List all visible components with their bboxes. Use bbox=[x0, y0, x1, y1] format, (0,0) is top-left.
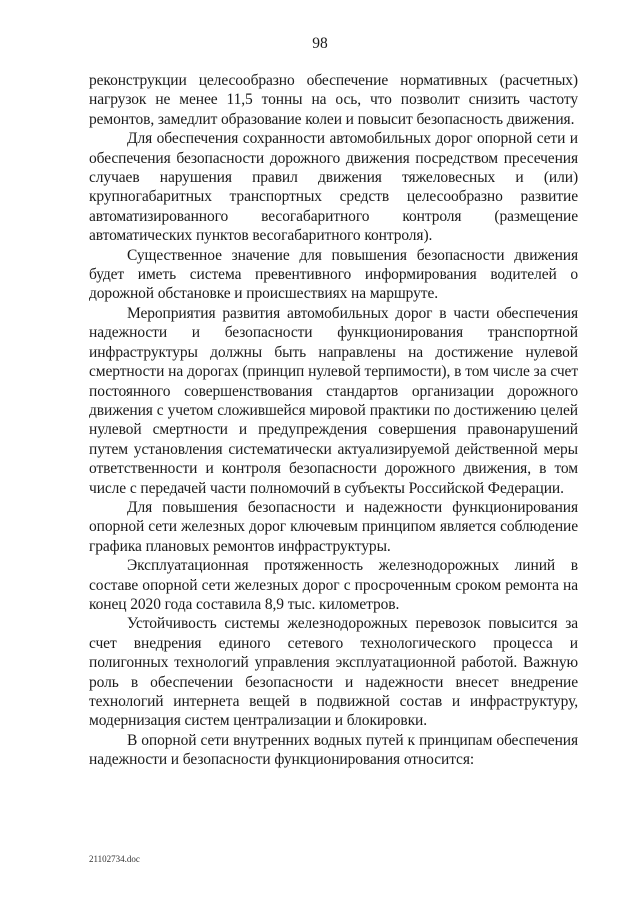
paragraph-8: В опорной сети внутренних водных путей к принципам обеспечения надежности и безопасности функционирования относится: bbox=[89, 731, 578, 769]
paragraph-4: Мероприятия развития автомобильных дорог в части обеспечения надежности и безопасности функционирования транспортной инфраструктуры должны быть направлены на достижение нулевой смертности на дорогах (принцип нулевой терпимости), в том числе за счет постоянного совершенствования стандартов организации дорожного движения с учетом сложившейся мировой практики по достижению целей нулевой смертности и предупреждения совершения правонарушений путем установления систематически актуализируемой действенной меры ответственности и контроля безопасности дорожного движения, в том числе с передачей части полномочий в субъекты Российской Федерации. bbox=[89, 304, 578, 497]
paragraph-7: Устойчивость системы железнодорожных перевозок повысится за счет внедрения единого сетевого технологического процесса и полигонных технологий управления эксплуатационной работой. Важную роль в обеспечении безопасности и надежности внесет внедрение технологий интернета вещей в подвижной состав и инфраструктуру, модернизация систем централизации и блокировки. bbox=[89, 615, 578, 730]
footer-filename: 21102734.doc bbox=[89, 854, 140, 864]
document-body bbox=[89, 71, 578, 770]
paragraph-1: реконструкции целесообразно обеспечение нормативных (расчетных) нагрузок не менее 11,5 тонны на ось, что позволит снизить частоту ремонтов, замедлит образование колеи и повысит безопасность движения. bbox=[89, 72, 578, 128]
paragraph-6: Эксплуатационная протяженность железнодорожных линий в составе опорной сети железных дорог с просроченным сроком ремонта на конец 2020 года составила 8,9 тыс. километров. bbox=[89, 557, 578, 613]
paragraph-5: Для повышения безопасности и надежности функционирования опорной сети железных дорог ключевым принципом является соблюдение графика плановых ремонтов инфраструктуры. bbox=[89, 498, 578, 555]
page-number: 98 bbox=[312, 35, 328, 52]
paragraph-2: Для обеспечения сохранности автомобильных дорог опорной сети и обеспечения безопасности дорожного движения посредством пресечения случаев нарушения правил движения тяжеловесных и (или) крупногабаритных транспортных средств целесообразно развитие автоматизированного весогабаритного контроля (размещение автоматических пунктов весогабаритного контроля). bbox=[89, 130, 578, 245]
paragraph-3: Существенное значение для повышения безопасности движения будет иметь система превентивного информирования водителей о дорожной обстановке и происшествиях на маршруте. bbox=[89, 246, 578, 303]
